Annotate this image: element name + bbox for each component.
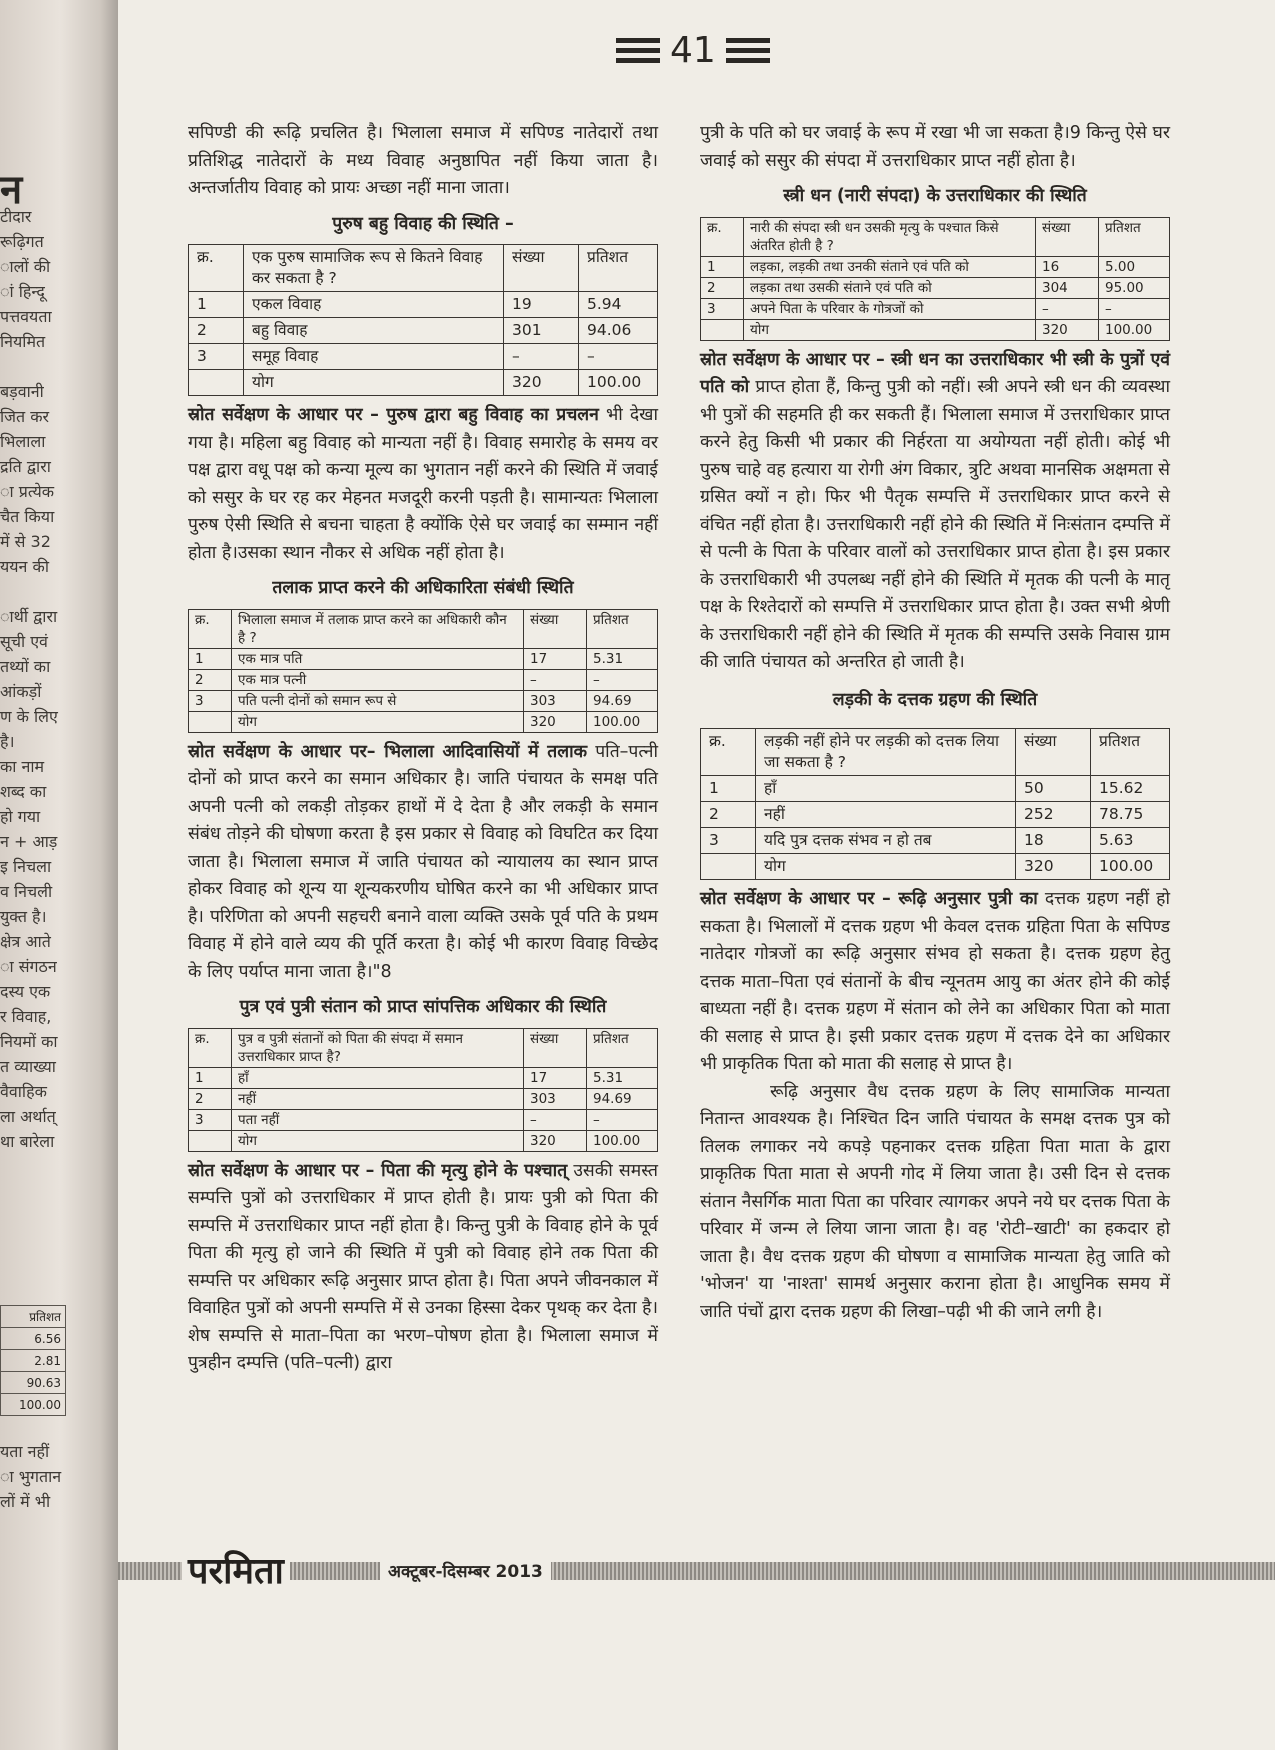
gutter-text-line: ययन की	[0, 557, 49, 576]
table-total-row	[701, 319, 1170, 340]
gutter-text-line: ा भुगतान	[0, 1467, 62, 1486]
table-cell: 2	[701, 277, 744, 298]
table-row	[189, 669, 658, 690]
mini-table-cell: 6.56	[1, 1328, 66, 1350]
header-cell: प्रतिशत	[587, 1028, 658, 1067]
header-cell: प्रतिशत	[1099, 217, 1170, 256]
table-title: लड़की के दत्तक ग्रहण की स्थिति	[832, 689, 1038, 710]
table-total-row	[189, 1130, 658, 1151]
table-title: स्त्री धन (नारी संपदा) के उत्तराधिकार की स्थिति	[783, 186, 1087, 206]
table-row	[701, 298, 1170, 319]
gutter-text-line: जित कर	[0, 407, 50, 426]
adoption-table	[700, 728, 1170, 880]
mini-table-header: प्रतिशत	[1, 1306, 66, 1328]
header-cell: संख्या	[504, 245, 579, 292]
table-cell: 2	[189, 1088, 232, 1109]
table-cell: 320	[504, 370, 579, 396]
gutter-text-line: सूची एवं	[0, 632, 48, 651]
previous-page-heading-fragment: न	[0, 167, 23, 213]
gutter-text-line: ां हिन्दू	[0, 282, 45, 301]
header-cell: क्र.	[189, 609, 232, 648]
right-column	[700, 120, 1170, 1326]
table-cell: लड़का, लड़की तथा उनकी संताने एवं पति को	[744, 256, 1036, 277]
header-cell: क्र.	[189, 245, 244, 292]
table-cell: 78.75	[1091, 802, 1170, 828]
gutter-text-line: ण के लिए	[0, 707, 58, 726]
header-cell: प्रतिशत	[587, 609, 658, 648]
table-row	[701, 277, 1170, 298]
source-lead: स्रोत सर्वेक्षण के आधार पर – पिता की मृत्यु होने के पश्चात्	[188, 1160, 568, 1181]
table-cell: 95.00	[1099, 277, 1170, 298]
header-cell: संख्या	[1036, 217, 1099, 256]
gutter-text-line: ार्थी द्वारा	[0, 607, 58, 626]
table-cell: 100.00	[1099, 319, 1170, 340]
gutter-text-line: नियमों का	[0, 1032, 58, 1051]
table-total-row	[189, 370, 658, 396]
table-header-row	[701, 729, 1170, 776]
header-cell: प्रतिशत	[1091, 729, 1170, 776]
header-cell: एक पुरुष सामाजिक रूप से कितने विवाह कर सकता है ?	[244, 245, 504, 292]
gutter-text-line: रूढ़िगत	[0, 232, 44, 251]
table-cell: योग	[756, 854, 1016, 880]
table-cell: अपने पिता के परिवार के गोत्रजों को	[744, 298, 1036, 319]
table-row	[189, 1088, 658, 1109]
gutter-text-line: शब्द का	[0, 782, 47, 801]
table-cell: पति पत्नी दोनों को समान रूप से	[232, 690, 524, 711]
paragraph	[700, 347, 1170, 677]
table-cell: 1	[189, 292, 244, 318]
table-cell: –	[587, 669, 658, 690]
paragraph-text: उसकी समस्त सम्पत्ति पुत्रों को उत्तराधिकार में प्राप्त होती है। प्रायः पुत्री को पिता की सम्पत्ति में उत्तराधिकार प्राप्त नहीं होता है। किन्तु पुत्री के विवाह होने के पूर्व पिता की मृत्यु हो जाने की स्थिति में पुत्री को विवाह होने तक पिता की सम्पत्ति पर अधिकार रूढ़ि अनुसार प्राप्त होता है। पिता अपने जीवनकाल में विवाहित पुत्रों को अपनी सम्पत्ति में से उनका हिस्सा देकर पृथक् कर देता है।शेष सम्पत्ति से माता–पिता का भरण–पोषण होता है। भिलाला समाज में पुत्रहीन दम्पत्ति (पति–पत्नी) द्वारा	[188, 1160, 658, 1373]
table-cell: 303	[524, 690, 587, 711]
gutter-text-line: लों में भी	[0, 1492, 51, 1511]
paragraph: सपिण्डी की रूढ़ि प्रचलित है। भिलाला समाज में सपिण्ड नातेदारों तथा प्रतिशिद्ध नातेदारों के मध्य विवाह अनुष्ठापित नहीं किया जाता है। अन्तर्जातीय विवाह को प्रायः अच्छा नहीं माना जाता।	[188, 123, 658, 198]
table-cell: 2	[189, 318, 244, 344]
table-cell: 5.31	[587, 648, 658, 669]
header-cell: क्र.	[701, 217, 744, 256]
gutter-text-line: व निचली	[0, 882, 53, 901]
paragraph-text: पति–पत्नी दोनों को प्राप्त करने का समान अधिकार है। जाति पंचायत के समक्ष पति अपनी पत्नी को लकड़ी तोड़कर हाथों में दे देता है और लकड़ी के समान संबंध तोड़ने की घोषणा करता है इस प्रकार से विवाह को विघटित कर दिया जाता है। भिलाला समाज में जाति पंचायत को न्यायालय का स्थान प्राप्त होकर विवाह को शून्य या शून्यकरणीय घोषित करने का भी अधिकार प्राप्त है। परिणिता को अपनी सहचरी बनाने वाला व्यक्ति उसके पूर्व पति के प्रथम विवाह में होने वाले व्यय की पूर्ति करता है। कोई भी कारण विवाह विच्छेद के लिए पर्याप्त माना जाता है।"8	[188, 741, 658, 982]
table-cell: 1	[701, 256, 744, 277]
polygamy-table	[188, 244, 658, 396]
table-cell: 252	[1016, 802, 1091, 828]
gutter-text-line: ा प्रत्येक	[0, 482, 55, 501]
paragraph-text: प्राप्त होता हैं, किन्तु पुत्री को नहीं। स्त्री अपने स्त्री धन की व्यवस्था भी पुत्रों की सहमति ही कर सकती हैं। भिलाला समाज में उत्तराधिकार प्राप्त करने हेतु किसी भी प्रकार की निर्हरता या अयोग्यता नहीं होती। कोई भी पुरुष चाहे वह हत्यारा या रोगी अंग विकार, त्रुटि अथवा मानसिक अक्षमता से ग्रसित क्यों न हो। फिर भी पैतृक सम्पत्ति में उत्तराधिकार प्राप्त करने से वंचित नहीं होता है। उत्तराधिकारी नहीं होने की स्थिति में निःसंतान दम्पत्ति में से पत्नी के पिता के परिवार वालों को उत्तराधिकार प्राप्त होता है। इस प्रकार के उत्तराधिकारी भी उपलब्ध नहीं होने की स्थिति में मृतक की पत्नी के मातृ पक्ष के रिश्तेदारों को सम्पत्ति में उत्तराधिकार प्राप्त होता है। उक्त सभी श्रेणी के उत्तराधिकारी नहीं होने की स्थिति में मृतक की सम्पत्ति उसके निवास ग्राम की जाति पंचायत को अन्तरित हो जाती है।	[700, 377, 1170, 672]
table-cell: योग	[232, 1130, 524, 1151]
table-cell: 100.00	[1091, 854, 1170, 880]
gutter-text-line: वैवाहिक	[0, 1082, 47, 1101]
table-cell: 2	[701, 802, 756, 828]
table-cell: 100.00	[587, 711, 658, 732]
table-cell	[189, 711, 232, 732]
table-cell: –	[1036, 298, 1099, 319]
table-cell: 303	[524, 1088, 587, 1109]
header-cell: लड़की नहीं होने पर लड़की को दत्तक लिया जा सकता है ?	[756, 729, 1016, 776]
table-row	[189, 690, 658, 711]
table-cell: 1	[701, 776, 756, 802]
table-cell: 320	[524, 711, 587, 732]
gutter-text-line: बड़वानी	[0, 382, 44, 401]
gutter-text-line: का नाम	[0, 757, 45, 776]
gutter-text-line: इ निचला	[0, 857, 52, 876]
footer	[118, 1545, 1275, 1605]
table-cell: 100.00	[579, 370, 658, 396]
footer-band	[118, 1562, 1275, 1580]
table-cell: 18	[1016, 828, 1091, 854]
table-cell: 3	[701, 298, 744, 319]
journal-page	[118, 0, 1275, 1750]
table-row	[189, 1067, 658, 1088]
table-cell: 5.63	[1091, 828, 1170, 854]
table-row	[189, 318, 658, 344]
source-lead: स्रोत सर्वेक्षण के आधार पर – पुरुष द्वारा बहु विवाह का प्रचलन	[188, 405, 599, 425]
header-cell: क्र.	[701, 729, 756, 776]
gutter-text-line: भिलाला	[0, 432, 46, 451]
gutter-text-line: ालों की	[0, 257, 51, 276]
table-cell: –	[504, 344, 579, 370]
header-cell: पुत्र व पुत्री संतानों को पिता की संपदा में समान उत्तराधिकार प्राप्त है?	[232, 1028, 524, 1067]
mini-table-cell: 90.63	[1, 1372, 66, 1394]
gutter-text-line: ा संगठन	[0, 957, 57, 976]
header-cell: संख्या	[524, 1028, 587, 1067]
table-cell: बहु विवाह	[244, 318, 504, 344]
table-cell: 19	[504, 292, 579, 318]
header-cell: भिलाला समाज में तलाक प्राप्त करने का अधिकारी कौन है ?	[232, 609, 524, 648]
table-row	[189, 344, 658, 370]
paragraph	[188, 739, 658, 987]
stridhan-table	[700, 217, 1170, 341]
table-header-row	[189, 609, 658, 648]
gutter-text-line: न + आड़	[0, 832, 58, 851]
table-cell: 16	[1036, 256, 1099, 277]
previous-page-table-fragment	[0, 1305, 66, 1416]
table-cell: 17	[524, 1067, 587, 1088]
header-cell: प्रतिशत	[579, 245, 658, 292]
issue-date: अक्टूबर-दिसम्बर 2013	[380, 1559, 551, 1582]
table-cell: योग	[744, 319, 1036, 340]
table-cell: पता नहीं	[232, 1109, 524, 1130]
divorce-table	[188, 609, 658, 733]
previous-page-edge	[0, 0, 118, 1750]
header-cell: संख्या	[1016, 729, 1091, 776]
source-lead: स्रोत सर्वेक्षण के आधार पर – रूढ़ि अनुसार पुत्री का	[700, 889, 1038, 909]
table-cell: 320	[1036, 319, 1099, 340]
gutter-text-line: क्षेत्र आते	[0, 932, 51, 951]
table-title: पुत्र एवं पुत्री संतान को प्राप्त सांपत्तिक अधिकार की स्थिति	[239, 997, 607, 1017]
table-cell: एकल विवाह	[244, 292, 504, 318]
table-row	[701, 828, 1170, 854]
table-cell: –	[579, 344, 658, 370]
table-cell: 304	[1036, 277, 1099, 298]
right-bars-ornament	[726, 38, 770, 43]
table-cell: यदि पुत्र दत्तक संभव न हो तब	[756, 828, 1016, 854]
table-cell: नहीं	[756, 802, 1016, 828]
gutter-text-line: र विवाह,	[0, 1007, 52, 1026]
table-cell: –	[524, 1109, 587, 1130]
left-bars-ornament	[616, 38, 660, 43]
table-cell: हाँ	[232, 1067, 524, 1088]
table-header-row	[701, 217, 1170, 256]
table-cell: लड़का तथा उसकी संताने एवं पति को	[744, 277, 1036, 298]
table-row	[701, 776, 1170, 802]
table-cell: 3	[189, 344, 244, 370]
table-cell: 50	[1016, 776, 1091, 802]
page-number: 41	[670, 30, 716, 71]
table-title: पुरुष बहु विवाह की स्थिति –	[332, 213, 514, 234]
header-cell: संख्या	[524, 609, 587, 648]
table-cell: 3	[189, 690, 232, 711]
gutter-text-line: युक्त है।	[0, 907, 47, 926]
mini-table-cell: 2.81	[1, 1350, 66, 1372]
paragraph-text: दत्तक ग्रहण नहीं हो सकता है। भिलालों में दत्तक ग्रहण भी केवल दत्तक ग्रहिता पिता के सपिण्ड नातेदार गोत्रजों का रूढ़ि अनुसार संभव हो सकता है। दत्तक ग्रहण हेतु दत्तक माता–पिता एवं संतानों के बीच न्यूनतम आयु का अंतर होने की कोई बाध्यता नहीं है। दत्तक ग्रहण में संतान को लेने का अधिकार पिता को माता की सलाह से प्राप्त है। इसी प्रकार दत्तक ग्रहण में दत्तक देने का अधिकार भी प्राकृतिक पिता को माता की सलाह से प्राप्त है।	[700, 889, 1170, 1074]
table-cell: एक मात्र पति	[232, 648, 524, 669]
table-cell: 94.69	[587, 1088, 658, 1109]
table-cell: 17	[524, 648, 587, 669]
gutter-text-line: आंकड़ों	[0, 682, 42, 701]
source-lead: स्रोत सर्वेक्षण के आधार पर – स्त्री धन का उत्तराधिकार भी स्त्री के पुत्रों एवं पति को	[700, 349, 1170, 397]
paragraph-text: भी देखा गया है। महिला बहु विवाह को मान्यता नहीं है। विवाह समारोह के समय वर पक्ष द्वारा वधू पक्ष को कन्या मूल्य का भुगतान नहीं करने की स्थिति में जवाई को ससुर के घर रह कर मेहनत मजदूरी करनी पड़ती है। सामान्यतः भिलाला पुरुष ऐसी स्थिति से बचना चाहता है क्योंकि ऐसे घर जवाई का सम्मान नहीं होता है।उसका स्थान नौकर से अधिक नहीं होता है।	[188, 405, 658, 563]
table-row	[189, 1109, 658, 1130]
table-row	[701, 256, 1170, 277]
paragraph: रूढ़ि अनुसार वैध दत्तक ग्रहण के लिए सामाजिक मान्यता नितान्त आवश्यक है। निश्चित दिन जाति पंचायत के समक्ष दत्तक पुत्र को तिलक लगाकर नये कपड़े पहनाकर दत्तक ग्रहिता पिता माता के द्वारा प्राकृतिक पिता माता से अपनी गोद में लिया जाता है। उसी दिन से दत्तक संतान नैसर्गिक माता पिता का परिवार त्यागकर अपने नये घर दत्तक पिता के परिवार में जन्म ले लिया जाना जाता है। वह 'रोटी–खाटी' का हकदार हो जाता है। वैध दत्तक ग्रहण की घोषणा व सामाजिक मान्यता हेतु जाति को 'भोजन' या 'नाश्ता' सामर्थ अनुसार कराना होता है। आधुनिक समय में जाति पंचों द्वारा दत्तक ग्रहण की लिखा–पढ़ी भी की जाने लगी है।	[700, 1081, 1170, 1322]
table-cell: 1	[189, 1067, 232, 1088]
gutter-text-line: चैत किया	[0, 507, 55, 526]
table-cell: 100.00	[587, 1130, 658, 1151]
table-total-row	[189, 711, 658, 732]
journal-logo: परमिता	[182, 1545, 290, 1594]
table-row	[189, 648, 658, 669]
table-header-row	[189, 1028, 658, 1067]
table-cell: योग	[244, 370, 504, 396]
table-cell: 5.31	[587, 1067, 658, 1088]
gutter-text-line: है।	[0, 732, 15, 751]
table-cell: समूह विवाह	[244, 344, 504, 370]
table-cell: एक मात्र पत्नी	[232, 669, 524, 690]
table-cell: 3	[189, 1109, 232, 1130]
paragraph	[188, 402, 658, 567]
table-title: तलाक प्राप्त करने की अधिकारिता संबंधी स्थिति	[272, 578, 574, 598]
table-cell: 15.62	[1091, 776, 1170, 802]
table-cell: हाँ	[756, 776, 1016, 802]
gutter-text-line: था बारेला	[0, 1132, 55, 1151]
table-cell: 94.06	[579, 318, 658, 344]
paragraph: पुत्री के पति को घर जवाई के रूप में रखा भी जा सकता है।9 किन्तु ऐसे घर जवाई को ससुर की संपदा में उत्तराधिकार प्राप्त नहीं होता है।	[700, 123, 1170, 171]
table-cell	[189, 370, 244, 396]
gutter-text-line: टीदार	[0, 207, 32, 226]
table-cell	[701, 319, 744, 340]
header-cell: नारी की संपदा स्त्री धन उसकी मृत्यु के पश्चात किसे अंतरित होती है ?	[744, 217, 1036, 256]
table-cell: 94.69	[587, 690, 658, 711]
gutter-text-line: हो गया	[0, 807, 41, 826]
table-cell: 5.94	[579, 292, 658, 318]
gutter-text-line: त व्याख्या	[0, 1057, 56, 1076]
mini-table-cell: 100.00	[1, 1394, 66, 1416]
table-header-row	[189, 245, 658, 292]
left-column	[188, 120, 658, 1378]
property-rights-table	[188, 1028, 658, 1152]
table-cell: –	[587, 1109, 658, 1130]
table-row	[189, 292, 658, 318]
gutter-text-line: पत्तवयता	[0, 307, 52, 326]
table-cell: 2	[189, 669, 232, 690]
gutter-text-line: दस्य एक	[0, 982, 51, 1001]
page-number-ornament	[596, 20, 796, 80]
table-cell: 5.00	[1099, 256, 1170, 277]
gutter-text-line: यता नहीं	[0, 1442, 50, 1461]
gutter-text-line: नियमित	[0, 332, 46, 351]
table-cell	[189, 1130, 232, 1151]
table-total-row	[701, 854, 1170, 880]
paragraph	[188, 1158, 658, 1378]
table-cell: –	[524, 669, 587, 690]
table-cell: 301	[504, 318, 579, 344]
paragraph	[700, 886, 1170, 1079]
header-cell: क्र.	[189, 1028, 232, 1067]
table-cell: 1	[189, 648, 232, 669]
gutter-text-line: द्रति द्वारा	[0, 457, 51, 476]
table-cell: नहीं	[232, 1088, 524, 1109]
table-row	[701, 802, 1170, 828]
table-cell: 320	[524, 1130, 587, 1151]
table-cell: 320	[1016, 854, 1091, 880]
gutter-text-line: में से 32	[0, 532, 51, 551]
gutter-text-line: ला अर्थात्	[0, 1107, 56, 1126]
table-cell: योग	[232, 711, 524, 732]
table-cell: 3	[701, 828, 756, 854]
gutter-text-line: तथ्यों का	[0, 657, 51, 676]
table-cell	[701, 854, 756, 880]
table-cell: –	[1099, 298, 1170, 319]
source-lead: स्रोत सर्वेक्षण के आधार पर– भिलाला आदिवासियों में तलाक	[188, 741, 588, 762]
